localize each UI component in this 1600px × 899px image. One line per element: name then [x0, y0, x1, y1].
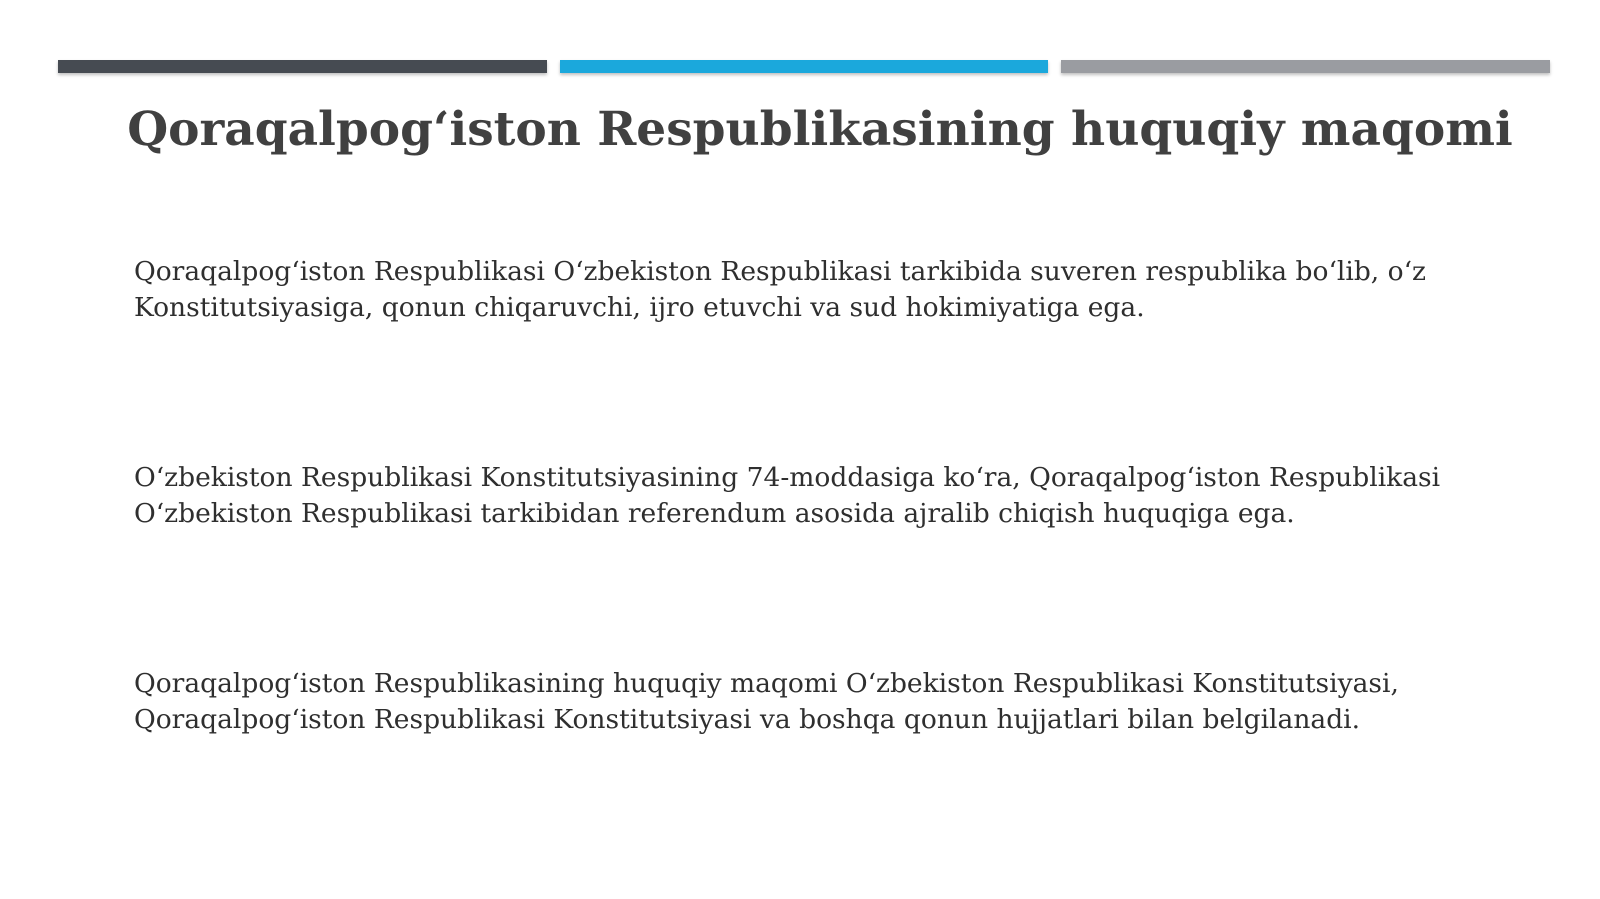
top-bar-blue — [560, 60, 1049, 73]
slide-title: Qoraqalpog‘iston Respublikasining huquqiy maqomi — [127, 102, 1513, 157]
paragraph-secession-right: O‘zbekiston Respublikasi Konstitutsiyasining 74-moddasiga ko‘ra, Qoraqalpog‘iston Respublikasi O‘zbekiston Respublikasi tarkibidan referendum asosida ajralib chiqish huquqiga ega. — [134, 462, 1441, 529]
paragraph-legal-status: Qoraqalpog‘iston Respublikasining huquqiy maqomi O‘zbekiston Respublikasi Konstitutsiyasi, Qoraqalpog‘iston Respublikasi Konstitutsiyasi va boshqa qonun hujjatlari bilan belgilanadi. — [134, 668, 1399, 735]
top-bar-dark — [58, 60, 547, 73]
top-bar-gray — [1061, 60, 1550, 73]
decorative-top-bars — [58, 60, 1550, 73]
paragraph-sovereignty: Qoraqalpog‘iston Respublikasi O‘zbekiston Respublikasi tarkibida suveren respublika bo‘lib, o‘z Konstitutsiyasiga, qonun chiqaruvchi, ijro etuvchi va sud hokimiyatiga ega. — [134, 256, 1426, 323]
